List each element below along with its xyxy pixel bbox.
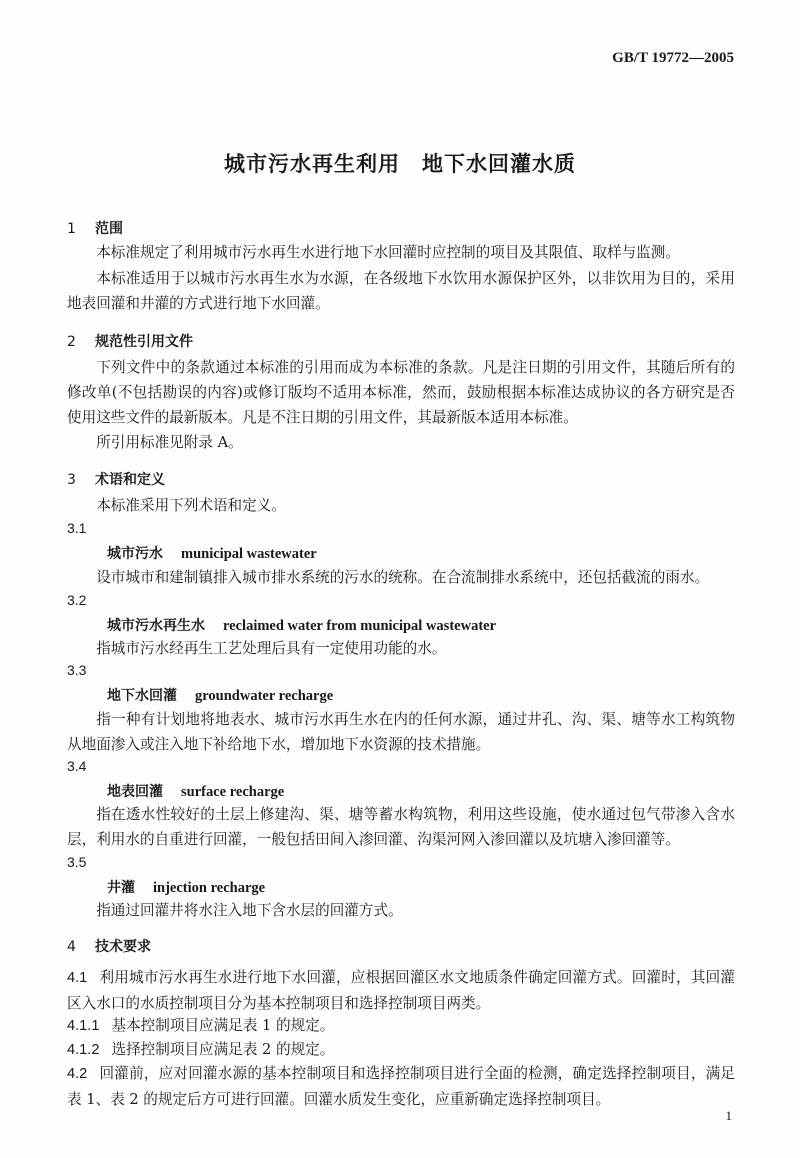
term-definition: 设市城市和建制镇排入城市排水系统的污水的统称。在合流制排水系统中，还包括截流的雨水。: [96, 569, 710, 586]
page-title: 城市污水再生利用 地下水回灌水质: [224, 152, 576, 176]
section-title: 技术要求: [95, 939, 151, 955]
term-definition: 指通过回灌井将水注入地下含水层的回灌方式。: [96, 902, 403, 919]
term-en: municipal wastewater: [181, 546, 317, 562]
term-number: 3.5: [67, 854, 87, 870]
term-heading: [107, 543, 317, 563]
term-zh: 地下水回灌: [107, 688, 177, 704]
section-heading: [67, 469, 165, 489]
section-number: 3: [67, 472, 76, 488]
page-number: 1: [725, 1108, 732, 1123]
term-heading: [107, 685, 333, 705]
term-heading: [107, 615, 496, 635]
term-en: injection recharge: [153, 880, 266, 896]
section-number: 1: [67, 221, 76, 237]
section-number: 4: [67, 939, 76, 955]
section-title: 范围: [95, 221, 123, 237]
paragraph: 下列文件中的条款通过本标准的引用而成为本标准的条款。凡是注日期的引用文件，其随后所有的修改单(不包括勘误的内容)或修订版均不适用本标准，然而，鼓励根据本标准达成协议的各方研究是否使用这些文件的最新版本。凡是不注日期的引用文件，其最新版本适用本标准。: [67, 359, 735, 426]
section-heading: [67, 218, 123, 238]
term-heading: [107, 877, 265, 897]
clause-number: 4.1.1: [67, 1018, 100, 1034]
term-definition: 指在透水性较好的土层上修建沟、渠、塘等蓄水构筑物，利用这些设施，使水通过包气带渗入含水层，利用水的自重进行回灌，一般包括田间入渗回灌、沟渠河网入渗回灌以及坑塘入渗回灌等。: [67, 806, 735, 848]
term-en: reclaimed water from municipal wastewater: [223, 618, 497, 634]
clause-text: 回灌前，应对回灌水源的基本控制项目和选择控制项目进行全面的检测，确定选择控制项目，满足表 1、表 2 的规定后方可进行回灌。回灌水质发生变化，应重新确定选择控制项目。: [67, 1065, 735, 1108]
clause-text: 基本控制项目应满足表 1 的规定。: [111, 1017, 335, 1034]
term-zh: 井灌: [107, 880, 135, 896]
term-zh: 城市污水: [107, 546, 163, 562]
section-number: 2: [67, 334, 76, 350]
term-heading: [107, 781, 284, 801]
paragraph: 所引用标准见附录 A。: [96, 434, 243, 451]
term-number: 3.4: [67, 758, 87, 774]
clause: [67, 1061, 735, 1112]
clause: [67, 965, 735, 1016]
term-number: 3.2: [67, 592, 87, 608]
clause: [67, 1037, 735, 1063]
standard-number: GB/T 19772—2005: [612, 50, 734, 66]
term-en: groundwater recharge: [195, 688, 334, 704]
paragraph: 本标准规定了利用城市污水再生水进行地下水回灌时应控制的项目及其限值、取样与监测。: [96, 244, 680, 261]
section-heading: [67, 331, 193, 351]
clause-text: 利用城市污水再生水进行地下水回灌，应根据回灌区水文地质条件确定回灌方式。回灌时，其回灌区入水口的水质控制项目分为基本控制项目和选择控制项目两类。: [67, 969, 735, 1012]
paragraph: 本标准适用于以城市污水再生水为水源，在各级地下水饮用水源保护区外，以非饮用为目的，采用地表回灌和井灌的方式进行地下水回灌。: [67, 270, 735, 312]
clause-number: 4.2: [67, 1066, 88, 1082]
paragraph: 本标准采用下列术语和定义。: [96, 497, 286, 514]
term-definition: 指一种有计划地将地表水、城市污水再生水在内的任何水源，通过井孔、沟、渠、塘等水工构筑物从地面渗入或注入地下补给地下水，增加地下水资源的技术措施。: [67, 711, 735, 753]
clause-text: 选择控制项目应满足表 2 的规定。: [111, 1041, 335, 1058]
term-zh: 城市污水再生水: [107, 618, 205, 634]
term-number: 3.1: [67, 520, 87, 536]
section-heading: [67, 936, 151, 956]
section-title: 规范性引用文件: [95, 334, 193, 350]
clause: [67, 1013, 735, 1039]
term-en: surface recharge: [181, 784, 285, 800]
term-number: 3.3: [67, 662, 87, 678]
clause-number: 4.1: [67, 970, 88, 986]
term-definition: 指城市污水经再生工艺处理后具有一定使用功能的水。: [96, 640, 447, 657]
term-zh: 地表回灌: [107, 784, 163, 800]
clause-number: 4.1.2: [67, 1042, 100, 1058]
section-title: 术语和定义: [95, 472, 165, 488]
